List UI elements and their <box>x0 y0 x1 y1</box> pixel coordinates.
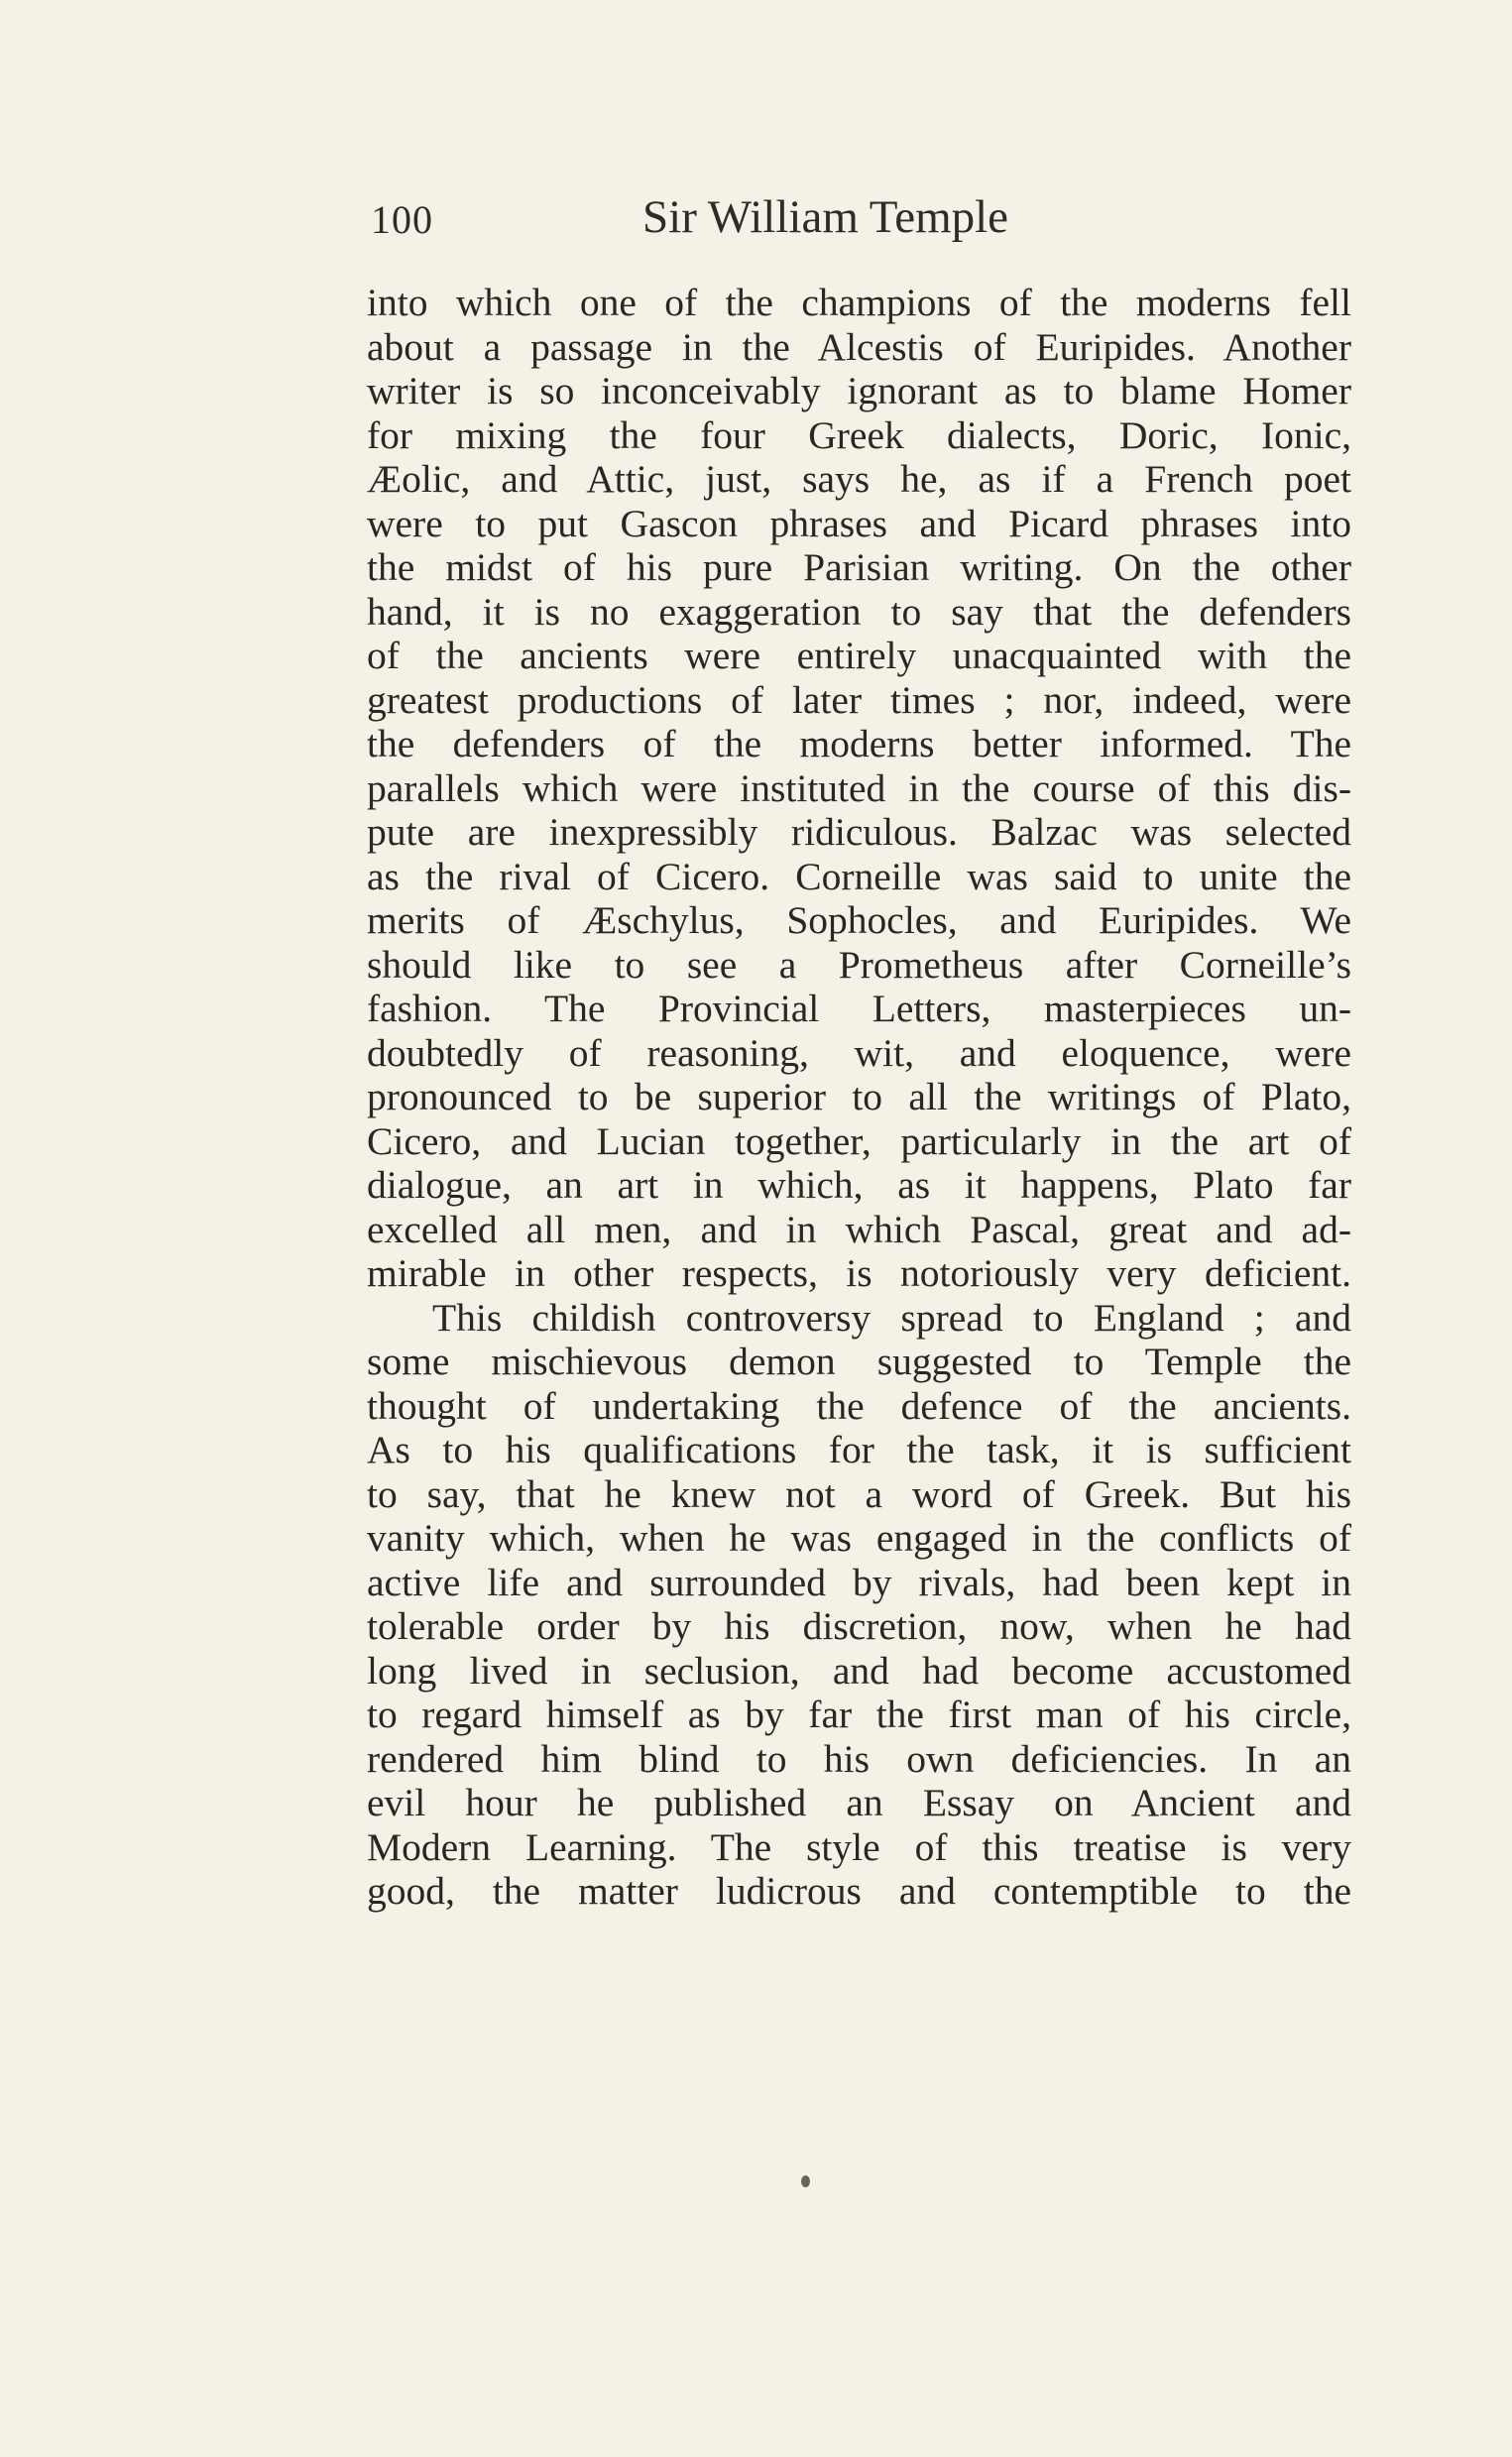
text-line: excelled all men, and in which Pascal, great and ad- <box>367 1207 1351 1251</box>
page-number: 100 <box>371 197 433 242</box>
running-head <box>365 190 1089 250</box>
text-line: the defenders of the moderns better informed. The <box>367 722 1351 765</box>
text-line: some mischievous demon suggested to Temple the <box>367 1340 1351 1383</box>
text-line: good, the matter ludicrous and contemptible to the <box>367 1869 1351 1913</box>
paragraph-start-line: This childish controversy spread to England ; and <box>432 1295 1351 1340</box>
text-line: long lived in seclusion, and had become accustomed <box>367 1648 1351 1693</box>
text-line: writer is so inconceivably ignorant as to blame Homer <box>367 369 1351 412</box>
text-line: Cicero, and Lucian together, particularly in the art of <box>367 1118 1351 1163</box>
text-line: active life and surrounded by rivals, had been kept in <box>367 1560 1351 1604</box>
text-line: parallels which were instituted in the course of this dis- <box>367 765 1351 810</box>
text-line: Modern Learning. The style of this treatise is very <box>367 1824 1351 1869</box>
running-title: Sir William Temple <box>642 191 1009 243</box>
text-line: for mixing the four Greek dialects, Doric, Ionic, <box>367 412 1351 457</box>
text-line: vanity which, when he was engaged in the conflicts of <box>367 1516 1351 1560</box>
text-line: the midst of his pure Parisian writing. On the other <box>367 545 1351 589</box>
text-line: mirable in other respects, is notoriously very deficient. <box>367 1251 1351 1295</box>
text-line: pronounced to be superior to all the writings of Plato, <box>367 1075 1351 1118</box>
text-line: as the rival of Cicero. Corneille was said to unite the <box>367 854 1351 898</box>
text-line: doubtedly of reasoning, wit, and eloquence, were <box>367 1030 1351 1075</box>
body-text <box>367 281 1351 1914</box>
text-line: about a passage in the Alcestis of Euripides. Another <box>367 324 1351 369</box>
text-line: were to put Gascon phrases and Picard phrases into <box>367 501 1351 545</box>
text-line: of the ancients were entirely unacquainted with the <box>367 634 1351 677</box>
text-line: thought of undertaking the defence of the ancients. <box>367 1383 1351 1428</box>
text-line: fashion. The Provincial Letters, masterpieces un- <box>367 987 1351 1030</box>
ink-speck <box>801 2175 810 2187</box>
text-line: rendered him blind to his own deficiencies. In an <box>367 1736 1351 1781</box>
text-line: As to his qualifications for the task, it is sufficient <box>367 1428 1351 1471</box>
text-line: Æolic, and Attic, just, says he, as if a French poet <box>367 457 1351 501</box>
text-line: should like to see a Prometheus after Corneille’s <box>367 942 1351 987</box>
text-line: dialogue, an art in which, as it happens, Plato far <box>367 1163 1351 1207</box>
text-line: tolerable order by his discretion, now, when he had <box>367 1604 1351 1648</box>
text-line: hand, it is no exaggeration to say that the defenders <box>367 589 1351 634</box>
text-line: to say, that he knew not a word of Greek. But his <box>367 1471 1351 1516</box>
text-line: pute are inexpressibly ridiculous. Balzac was selected <box>367 810 1351 854</box>
text-line: greatest productions of later times ; nor, indeed, were <box>367 677 1351 722</box>
text-line: merits of Æschylus, Sophocles, and Euripides. We <box>367 898 1351 942</box>
text-line: to regard himself as by far the first man of his circle, <box>367 1693 1351 1736</box>
text-line: evil hour he published an Essay on Ancient and <box>367 1781 1351 1824</box>
text-line: into which one of the champions of the moderns fell <box>367 281 1351 324</box>
